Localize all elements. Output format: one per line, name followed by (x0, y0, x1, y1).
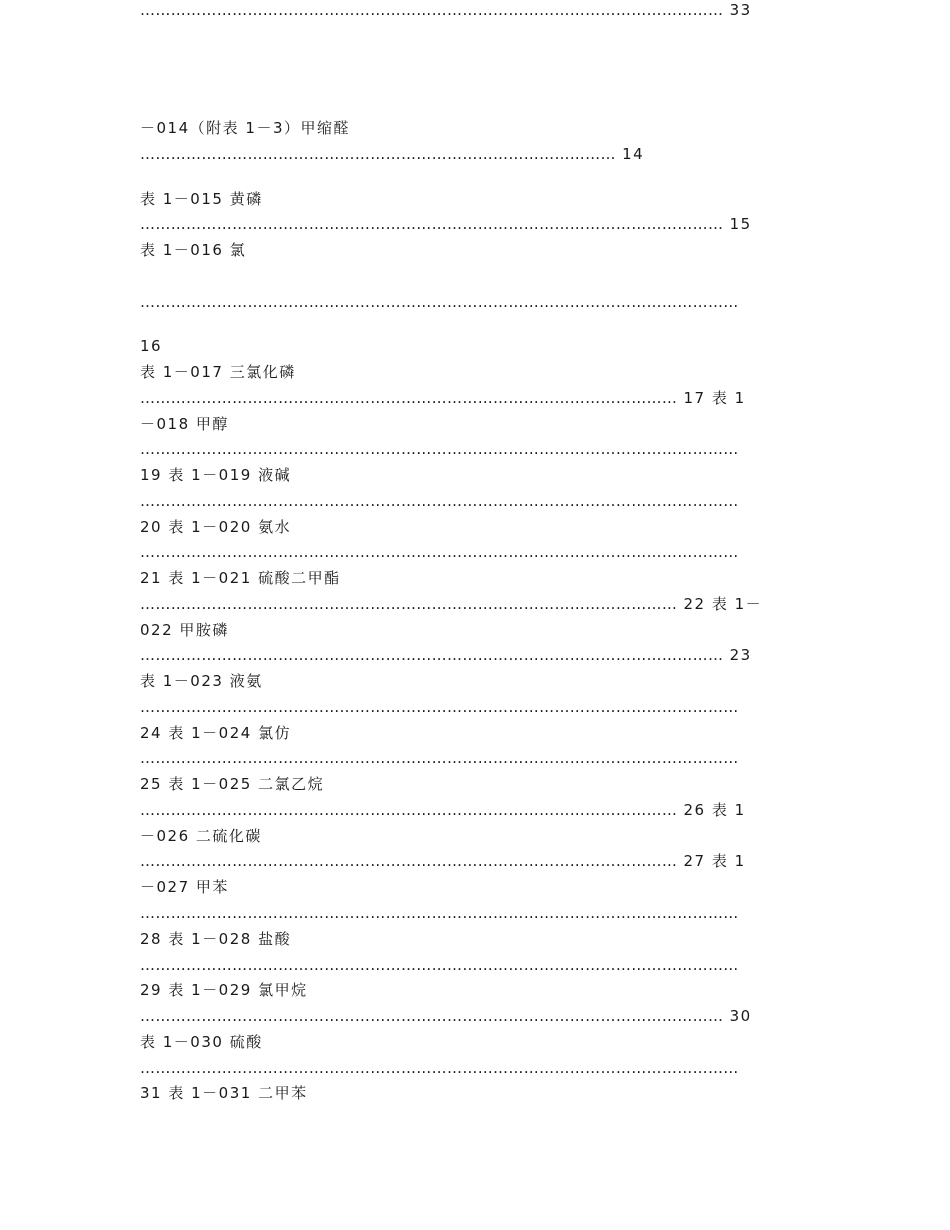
toc-entry-text: 19 表 1－019 液碱 (140, 466, 292, 484)
toc-entry-text: －018 甲醇 (140, 415, 229, 433)
toc-entry-text: 表 1－015 黄磷 (140, 190, 263, 208)
toc-dot-leader-line (140, 645, 752, 665)
dot-leader: ……………………………………………………………………………………………………… (140, 543, 739, 561)
toc-dot-leader-line (140, 594, 762, 614)
toc-entry-line (140, 980, 308, 1000)
toc-entry-text: 24 表 1－024 氯仿 (140, 724, 292, 742)
dot-leader: ……………………………………………………………………………………………………… (140, 904, 739, 922)
toc-entry-text: －014（附表 1－3）甲缩醛 (140, 119, 350, 137)
page-number-text: 14 (615, 145, 645, 163)
dot-leader: …………………………………………………………………………………………… (140, 389, 678, 407)
page-number-text: 33 (723, 1, 752, 19)
toc-dot-leader-line (140, 800, 746, 820)
toc-dot-leader-line (140, 439, 739, 459)
toc-entry-line (140, 118, 350, 138)
toc-entry-line (140, 362, 296, 382)
toc-entry-text: 表 1－016 氯 (140, 241, 247, 259)
dot-leader: ……………………………………………………………………………………………………… (140, 1059, 739, 1077)
dot-leader: …………………………………………………………………………………………………… (140, 1007, 724, 1025)
toc-entry-text: －026 二硫化碳 (140, 827, 262, 845)
toc-entry-line (140, 414, 229, 434)
toc-entry-text: 022 甲胺磷 (140, 621, 229, 639)
dot-leader: …………………………………………………………………………………………………… (140, 646, 724, 664)
toc-entry-text: 16 (140, 337, 163, 355)
toc-dot-leader-line (140, 903, 739, 923)
toc-entry-line (140, 1083, 308, 1103)
toc-entry-line (140, 189, 263, 209)
toc-entry-text: 21 表 1－021 硫酸二甲酯 (140, 569, 341, 587)
toc-dot-leader-line (140, 214, 752, 234)
toc-dot-leader-line (140, 1006, 752, 1026)
toc-entry-line (140, 465, 291, 485)
toc-entry-text: 表 1－023 液氨 (140, 672, 263, 690)
toc-entry-line (140, 517, 291, 537)
toc-dot-leader-line (140, 697, 739, 717)
page-number-text: 30 (723, 1007, 752, 1025)
toc-entry-line (140, 774, 324, 794)
page-number-text: 22 表 1－ (677, 595, 763, 613)
toc-dot-leader-line (140, 542, 739, 562)
toc-entry-line (140, 1032, 263, 1052)
toc-entry-line (140, 723, 291, 743)
toc-entry-line (140, 620, 229, 640)
page-number-text: 26 表 1 (677, 801, 746, 819)
page-number-text: 15 (723, 215, 752, 233)
page-number-text: 23 (723, 646, 752, 664)
toc-dot-leader-line (140, 748, 739, 768)
dot-leader: ……………………………………………………………………………………………………… (140, 492, 739, 510)
toc-dot-leader-line (140, 491, 739, 511)
dot-leader: ……………………………………………………………………………………………………… (140, 293, 739, 311)
dot-leader: ……………………………………………………………………………………………………… (140, 440, 739, 458)
toc-dot-leader-line (140, 1058, 739, 1078)
toc-entry-text: 表 1－030 硫酸 (140, 1033, 263, 1051)
dot-leader: …………………………………………………………………………………………………… (140, 1, 724, 19)
toc-dot-leader-line (140, 144, 644, 164)
dot-leader: …………………………………………………………………………………………… (140, 801, 678, 819)
dot-leader: ………………………………………………………………………………… (140, 145, 616, 163)
toc-dot-leader-line (140, 955, 739, 975)
dot-leader: ……………………………………………………………………………………………………… (140, 749, 739, 767)
dot-leader: ……………………………………………………………………………………………………… (140, 956, 739, 974)
toc-entry-text: 表 1－017 三氯化磷 (140, 363, 296, 381)
toc-dot-leader-line (140, 851, 746, 871)
dot-leader: …………………………………………………………………………………………………… (140, 215, 724, 233)
toc-entry-line (140, 336, 162, 356)
toc-dot-leader-line (140, 292, 739, 312)
toc-entry-line (140, 826, 262, 846)
toc-dot-leader-line (140, 0, 752, 20)
toc-entry-text: －027 甲苯 (140, 878, 229, 896)
toc-entry-line (140, 568, 341, 588)
page-number-text: 17 表 1 (677, 389, 746, 407)
toc-entry-text: 28 表 1－028 盐酸 (140, 930, 292, 948)
toc-entry-text: 31 表 1－031 二甲苯 (140, 1084, 308, 1102)
toc-entry-text: 25 表 1－025 二氯乙烷 (140, 775, 325, 793)
toc-entry-line (140, 240, 246, 260)
toc-entry-line (140, 877, 229, 897)
toc-entry-text: 29 表 1－029 氯甲烷 (140, 981, 308, 999)
toc-dot-leader-line (140, 388, 746, 408)
toc-entry-text: 20 表 1－020 氨水 (140, 518, 292, 536)
dot-leader: …………………………………………………………………………………………… (140, 852, 678, 870)
dot-leader: …………………………………………………………………………………………… (140, 595, 678, 613)
dot-leader: ……………………………………………………………………………………………………… (140, 698, 739, 716)
toc-entry-line (140, 929, 291, 949)
page-number-text: 27 表 1 (677, 852, 746, 870)
toc-entry-line (140, 671, 263, 691)
